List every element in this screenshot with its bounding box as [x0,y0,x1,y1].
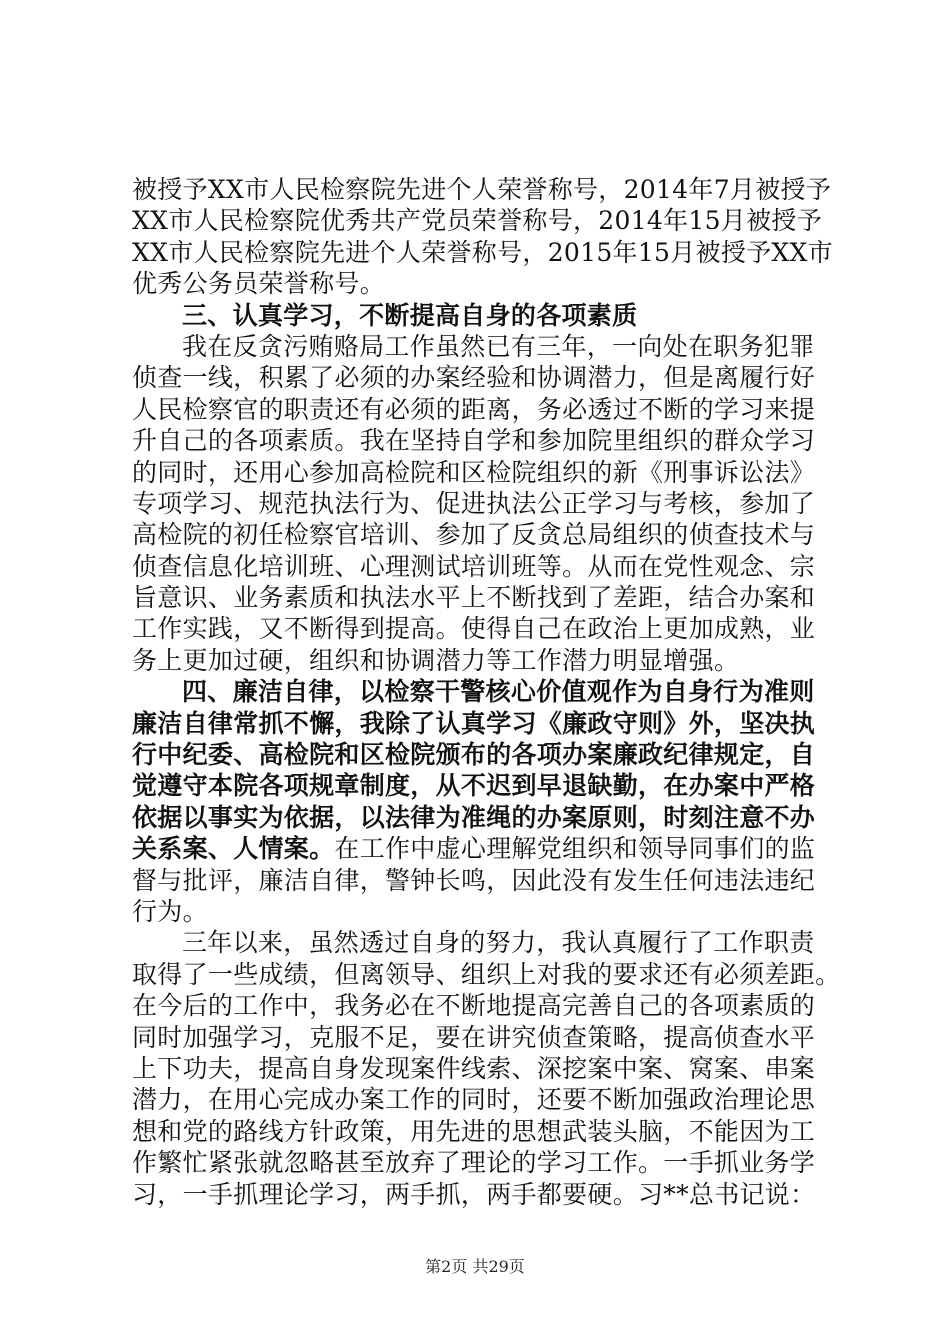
text-line: 依据以事实为依据，以法律为准绳的办案原则，时刻注意不办 [132,802,816,832]
text-line: 专项学习、规范执法行为、促进执法公正学习与考核，参加了 [132,488,816,518]
text-line: 习，一手抓理论学习，两手抓，两手都要硬。习**总书记说： [132,1179,816,1209]
section-heading: 四、廉洁自律，以检察干警核心价值观作为自身行为准则 [182,677,815,707]
text-line: 的同时，还用心参加高检院和区检院组织的新《刑事诉讼法》 [132,457,816,487]
bold-segment: 关系案、人情案。 [132,834,335,864]
text-line: 侦查一线，积累了必须的办案经验和协调潜力，但是离履行好 [132,363,816,393]
text-line: 侦查信息化培训班、心理测试培训班等。从而在党性观念、宗 [132,551,816,581]
text-line: 工作实践，又不断得到提高。使得自己在政治上更加成熟，业 [132,614,816,644]
section-heading: 三、认真学习，不断提高自身的各项素质 [182,300,638,330]
text-line: XX市人民检察院先进个人荣誉称号，2015年15月被授予XX市 [132,237,833,267]
text-line: 取得了一些成绩，但离领导、组织上对我的要求还有必须差距。 [132,959,841,989]
text-line: 上下功夫，提高自身发现案件线索、深挖案中案、窝案、串案 [132,1053,816,1083]
text-line: 同时加强学习，克服不足，要在讲究侦查策略，提高侦查水平 [132,1022,816,1052]
page-footer: 第2页 共29页 [425,1257,525,1276]
text-line: 想和党的路线方针政策，用先进的思想武装头脑，不能因为工 [132,1116,816,1146]
text-line: 被授予XX市人民检察院先进个人荣誉称号，2014年7月被授予 [132,175,832,204]
text-line: 觉遵守本院各项规章制度，从不迟到早退缺勤，在办案中严格 [132,771,816,801]
text-line: 我在反贪污贿赂局工作虽然已有三年，一向处在职务犯罪 [182,331,815,361]
text-line: 廉洁自律常抓不懈，我除了认真学习《廉政守则》外，坚决执 [132,708,816,738]
text-line: 三年以来，虽然透过自身的努力，我认真履行了工作职责 [182,928,815,958]
text-line: 行中纪委、高检院和区检院颁布的各项办案廉政纪律规定，自 [132,740,816,770]
text-line: 行为。 [132,896,208,926]
normal-segment: 在工作中虚心理解党组织和领导同事们的监 [334,834,816,864]
body-text [132,174,841,1210]
text-line: 潜力，在用心完成办案工作的同时，还要不断加强政治理论思 [132,1085,816,1115]
text-line: 升自己的各项素质。我在坚持自学和参加院里组织的群众学习 [132,426,816,456]
text-line: 在今后的工作中，我务必在不断地提高完善自己的各项素质的 [132,991,816,1021]
text-line: 人民检察官的职责还有必须的距离，务必透过不断的学习来提 [132,394,816,424]
text-line: 高检院的初任检察官培训、参加了反贪总局组织的侦查技术与 [132,520,816,550]
text-line: XX市人民检察院优秀共产党员荣誉称号，2014年15月被授予 [132,206,823,236]
text-line: 务上更加过硬，组织和协调潜力等工作潜力明显增强。 [132,645,740,675]
text-line: 作繁忙紧张就忽略甚至放弃了理论的学习工作。一手抓业务学 [132,1148,816,1178]
text-line: 旨意识、业务素质和执法水平上不断找到了差距，结合办案和 [132,583,816,613]
text-line: 优秀公务员荣誉称号。 [132,269,386,299]
text-line [132,833,832,864]
text-line: 督与批评，廉洁自律，警钟长鸣，因此没有发生任何违法违纪 [132,865,816,895]
